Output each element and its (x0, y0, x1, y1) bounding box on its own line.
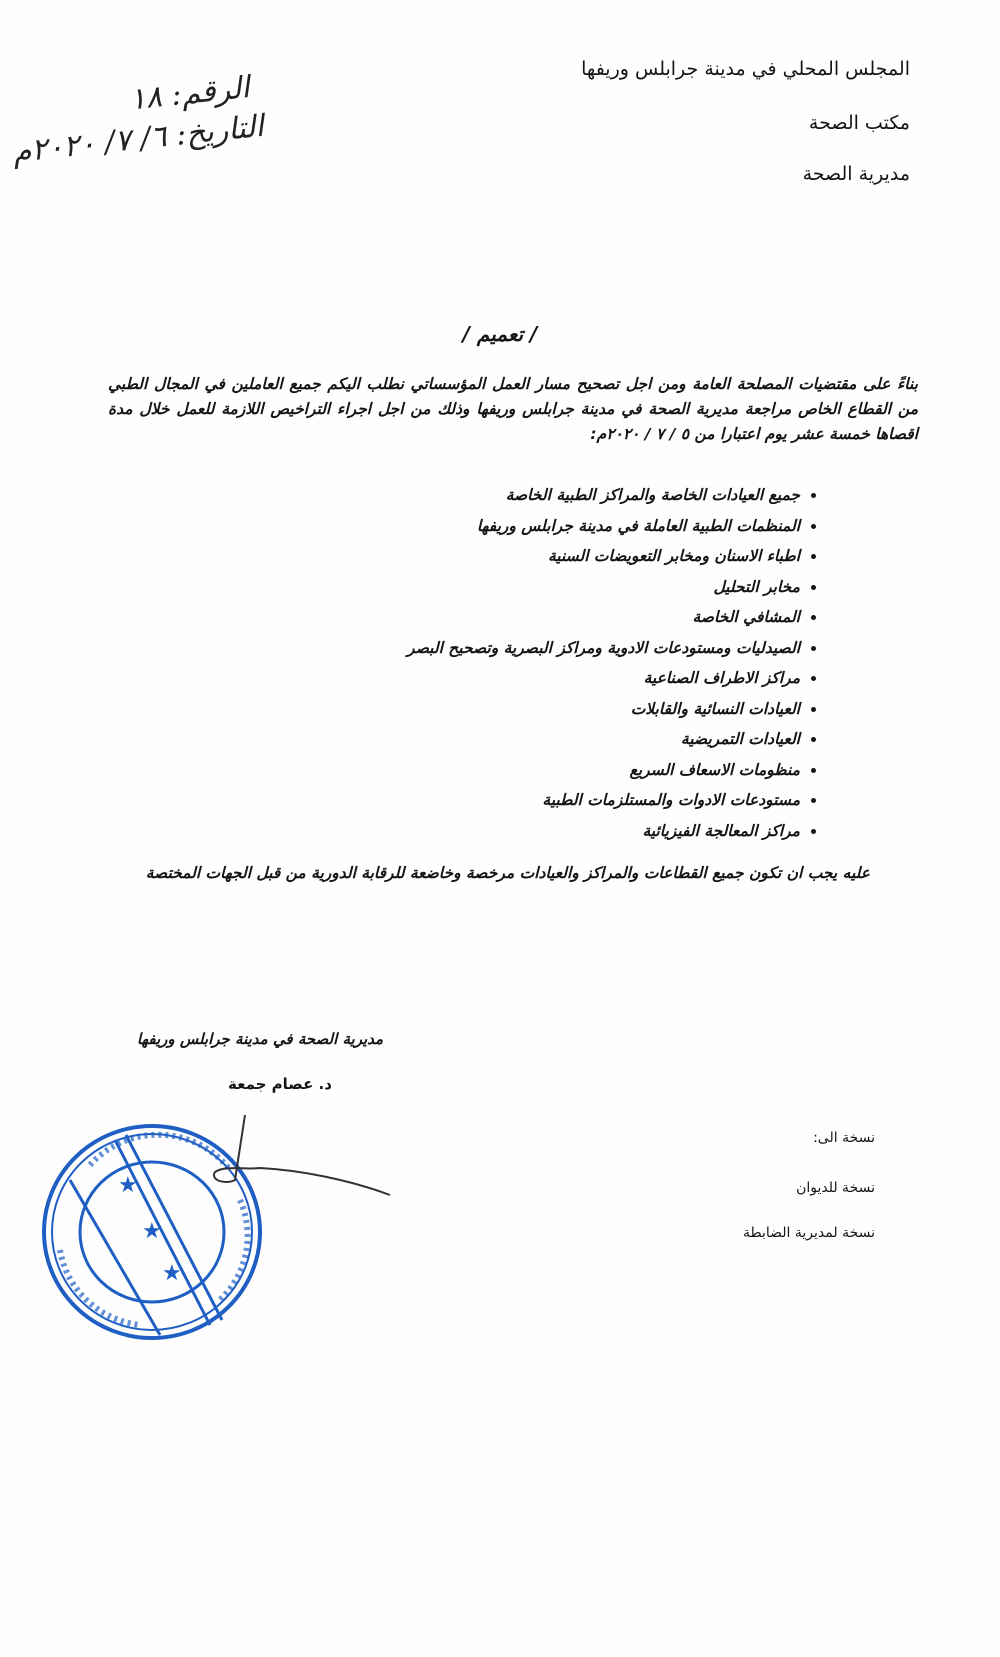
list-item: • مراكز الاطراف الصناعية (407, 663, 800, 694)
list-item: • المشافي الخاصة (407, 602, 800, 633)
document-title: / تعميم / (462, 322, 538, 346)
handwritten-reference (7, 67, 266, 173)
star-icon: ★ (142, 1219, 162, 1244)
list-item: • جميع العيادات الخاصة والمراكز الطبية الخاصة (407, 480, 800, 511)
list-item: • مخابر التحليل (407, 572, 800, 603)
star-icon: ★ (162, 1261, 182, 1286)
reference-number: الرقم: ١٨ (127, 70, 252, 118)
list-item: • الصيدليات ومستودعات الادوية ومراكز البصرية وتصحيح البصر (407, 633, 800, 664)
copies-heading: نسخة الى: (813, 1130, 875, 1146)
list-item: • مراكز المعالجة الفيزيائية (407, 816, 800, 847)
header-council: المجلس المحلي في مدينة جرابلس وريفها (581, 58, 910, 80)
header-office: مكتب الصحة (808, 112, 910, 134)
list-item: • منظومات الاسعاف السريع (407, 755, 800, 786)
handwritten-signature (214, 1115, 390, 1195)
official-stamp (30, 1110, 410, 1350)
star-icon: ★ (118, 1173, 138, 1198)
copy-recipient-2: نسخة لمديرية الضابطة (742, 1225, 875, 1241)
facility-list (407, 480, 822, 846)
list-item: • اطباء الاسنان ومخابر التعويضات السنية (407, 541, 800, 572)
signature-name: د. عصام جمعة (228, 1075, 332, 1093)
list-item: • مستودعات الادوات والمستلزمات الطبية (407, 785, 800, 816)
header-directorate: مديرية الصحة (802, 163, 910, 185)
signature-office: مديرية الصحة في مدينة جرابلس وريفها (136, 1030, 384, 1048)
list-item: • العيادات التمريضية (407, 724, 800, 755)
list-item: • العيادات النسائية والقابلات (407, 694, 800, 725)
list-item: • المنظمات الطبية العاملة في مدينة جرابلس وريفها (407, 511, 800, 542)
closing-paragraph: عليه يجب ان تكون جميع القطاعات والمراكز والعيادات مرخصة وخاضعة للرقابة الدورية من قبل الجهات المختصة (145, 864, 870, 882)
copy-recipient-1: نسخة للديوان (796, 1180, 875, 1196)
intro-paragraph: بناءً على مقتضيات المصلحة العامة ومن اجل تصحيح مسار العمل المؤسساتي نطلب اليكم جميع العاملين في المجال الطبي من القطاع الخاص مراجعة مديرية الصحة في مدينة جرابلس وريفها وذلك من اجل اجراء التراخيص اللازمة للعمل خلال مدة اقصاها خمسة عشر يوم اعتبارا من ٥ / ٧ / ٢٠٢٠م: (108, 375, 918, 443)
reference-date: التاريخ: ٦/ ٧/ ٢٠٢٠م (10, 108, 266, 170)
